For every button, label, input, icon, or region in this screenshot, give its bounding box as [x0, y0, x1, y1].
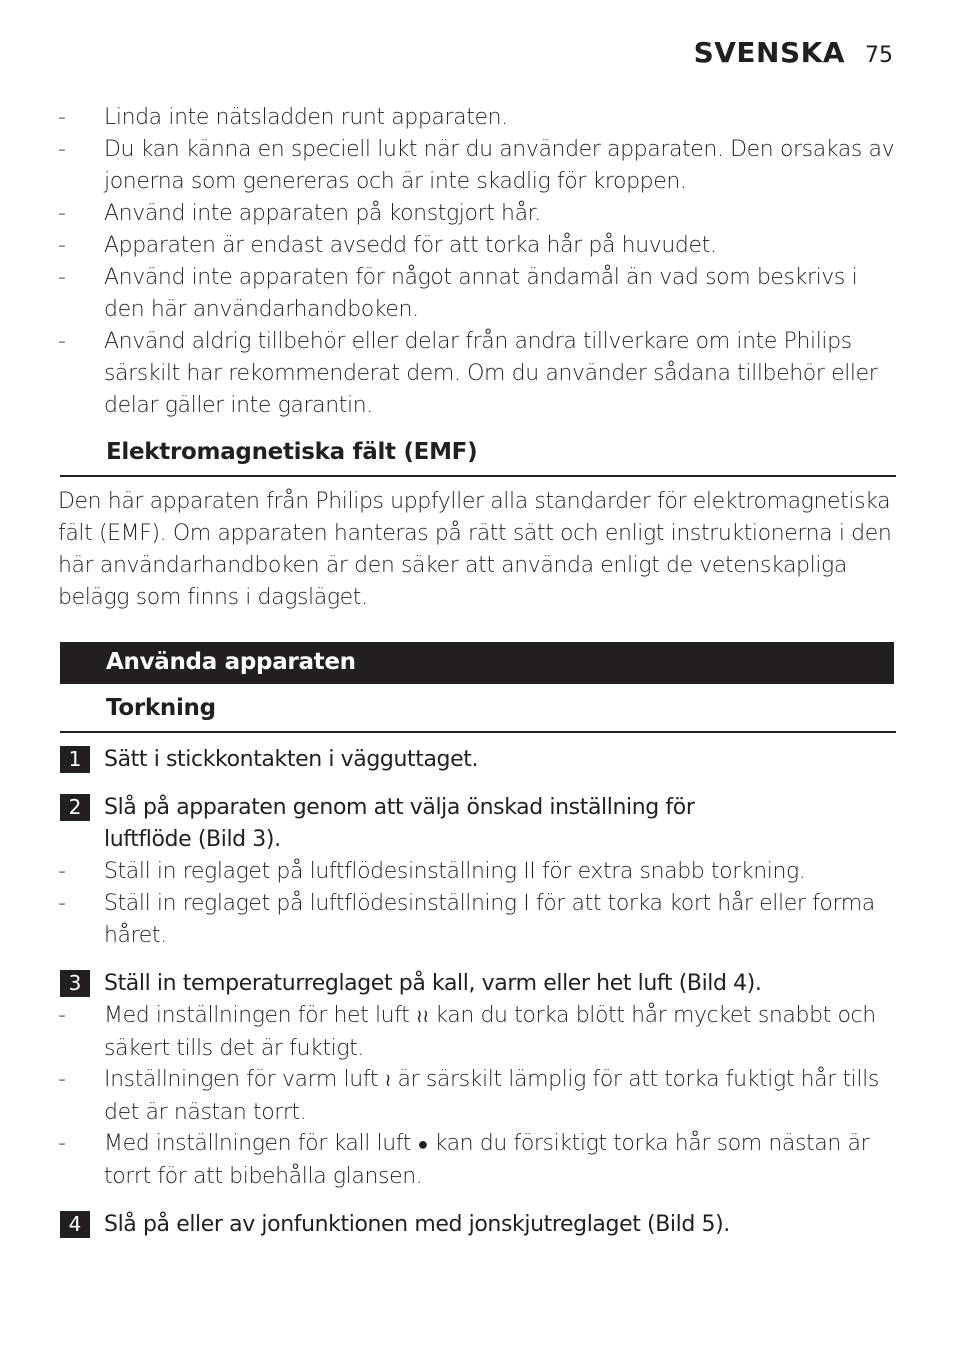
temperature-bullet-text: Med inställningen för het luft [104, 1003, 410, 1028]
list-item [58, 198, 896, 230]
temperature-bullet-text: kan du försiktigt torka hår som nästan är torrt för att bibehålla glansen. [104, 1131, 870, 1189]
list-item [58, 102, 896, 134]
list-item [58, 1128, 896, 1193]
step-2 [60, 792, 760, 856]
warning-text: Linda inte nätsladden runt apparaten. [104, 105, 508, 130]
bullet-dash: - [58, 1131, 66, 1156]
step-number: 1 [60, 746, 90, 773]
airflow-bullet-text: Ställ in reglaget på luftflödesinställning II för extra snabb torkning. [104, 859, 806, 884]
warning-text: Använd inte apparaten för något annat ändamål än vad som beskrivs i den här användarhandboken. [104, 265, 858, 322]
bullet-dash: - [58, 137, 66, 162]
warning-text: Använd aldrig tillbehör eller delar från andra tillverkare om inte Philips särskilt har rekommenderat dem. Om du använder sådana tillbehör eller delar gäller inte garantin. [104, 329, 878, 418]
emf-heading [60, 439, 896, 477]
section-title-bar [60, 642, 894, 684]
list-item [58, 230, 896, 262]
step-number: 3 [60, 970, 90, 997]
list-item [58, 1064, 896, 1129]
list-item [58, 134, 896, 198]
bullet-dash: - [58, 891, 66, 916]
step-4 [60, 1209, 896, 1241]
temperature-bullet-text: Med inställningen för kall luft [104, 1131, 411, 1156]
bullet-dash: - [58, 329, 66, 354]
warning-text: Du kan känna en speciell lukt när du använder apparaten. Den orsakas av jonerna som genereras och är inte skadlig för kroppen. [104, 137, 895, 194]
bullet-dash: - [58, 105, 66, 130]
temperature-bullet [104, 1000, 896, 1065]
page-header [694, 36, 893, 69]
list-item [58, 326, 896, 422]
step-text: Ställ in temperaturreglaget på kall, varm eller het luft (Bild 4). [104, 971, 762, 996]
language-label: SVENSKA [693, 36, 845, 69]
page-number: 75 [865, 43, 893, 68]
step-number: 4 [60, 1211, 90, 1238]
bullet-dash: - [58, 201, 66, 226]
bullet-dash: - [58, 859, 66, 884]
cool-air-icon: ● [417, 1134, 429, 1155]
step-number: 2 [60, 794, 90, 821]
step-1 [60, 744, 896, 776]
warning-text: Apparaten är endast avsedd för att torka hår på huvudet. [104, 233, 717, 258]
drying-heading-text: Torkning [106, 695, 216, 721]
step-text: Sätt i stickkontakten i vägguttaget. [104, 747, 479, 772]
warm-air-icon: ≀ [384, 1070, 391, 1091]
emf-heading-text: Elektromagnetiska fält (EMF) [106, 439, 478, 465]
step-text: Slå på apparaten genom att välja önskad inställning för luftflöde (Bild 3). [104, 795, 695, 852]
section-title: Använda apparaten [106, 649, 356, 675]
emf-paragraph: Den här apparaten från Philips uppfyller alla standarder för elektromagnetiska fält (EMF). Om apparaten hanteras på rätt sätt och enligt instruktionerna i den här användarhandboken är den säker att använda enligt de vetenskapliga belägg som finns i dagsläget. [58, 489, 892, 610]
step-text: Slå på eller av jonfunktionen med jonskjutreglaget (Bild 5). [104, 1212, 730, 1237]
step-3 [60, 968, 896, 1000]
airflow-bullet-text: Ställ in reglaget på luftflödesinställning I för att torka kort hår eller forma håret. [104, 891, 875, 948]
warning-text: Använd inte apparaten på konstgjort hår. [104, 201, 541, 226]
list-item [58, 888, 896, 952]
temperature-bullet-text: Inställningen för varm luft [104, 1067, 378, 1092]
bullet-dash: - [58, 233, 66, 258]
bullet-dash: - [58, 1067, 66, 1092]
temperature-bullet-text: kan du torka blött hår mycket snabbt och säkert tills det är fuktigt. [104, 1003, 876, 1061]
hot-air-icon: ≀≀ [415, 1006, 429, 1027]
list-item [58, 1000, 896, 1065]
list-item [58, 856, 896, 888]
list-item [58, 262, 896, 326]
temperature-bullet [104, 1128, 896, 1193]
temperature-bullet-text: är särskilt lämplig för att torka fuktigt hår tills det är nästan torrt. [104, 1067, 879, 1125]
drying-heading [60, 695, 896, 733]
temperature-bullet [104, 1064, 896, 1129]
bullet-dash: - [58, 1003, 66, 1028]
bullet-dash: - [58, 265, 66, 290]
